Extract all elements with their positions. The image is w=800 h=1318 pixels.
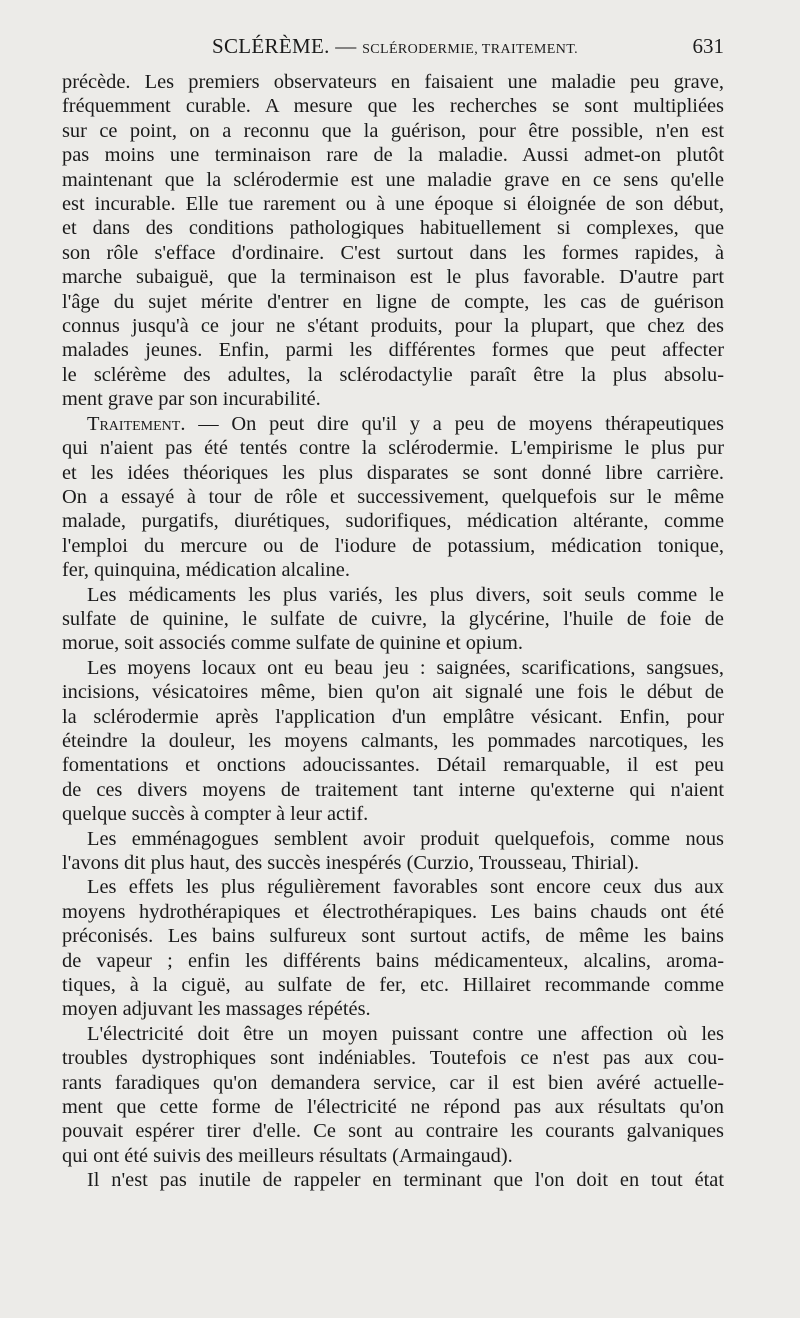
- text-line: la sclérodermie après l'application d'un emplâtre vésicant. Enfin, pour: [62, 705, 724, 728]
- paragraph-p7: [62, 1022, 724, 1168]
- text-line: malade, purgatifs, diurétiques, sudorifiques, médication altérante, comme: [62, 510, 724, 533]
- section-heading-lead: Traitement.: [87, 412, 186, 435]
- text-line: sulfate de quinine, le sulfate de cuivre, la glycérine, l'huile de foie de: [62, 607, 724, 630]
- text-line: troubles dystrophiques sont indéniables. Toutefois ce n'est pas aux cou-: [62, 1047, 724, 1070]
- text-line: Traitement. — On peut dire qu'il y a peu de moyens thérapeutiques: [87, 412, 724, 435]
- text-line: préconisés. Les bains sulfureux sont surtout actifs, de même les bains: [62, 925, 724, 948]
- text-line: L'électricité doit être un moyen puissant contre une affection où les: [87, 1022, 724, 1045]
- text-line: et dans des conditions pathologiques habituellement si complexes, que: [62, 217, 724, 240]
- text-line: l'avons dit plus haut, des succès inespérés (Curzio, Trousseau, Thirial).: [62, 852, 639, 874]
- text-line: tiques, à la ciguë, au sulfate de fer, etc. Hillairet recommande comme: [62, 974, 724, 997]
- text-line: ment que cette forme de l'électricité ne répond pas aux résultats qu'on: [62, 1096, 724, 1119]
- text-line: ment grave par son incurabilité.: [62, 388, 321, 411]
- text-line: fréquemment curable. A mesure que les recherches se sont multipliées: [62, 95, 724, 118]
- paragraph-p3: [62, 583, 724, 656]
- page-number: 631: [692, 34, 724, 58]
- paragraph-p2: [62, 412, 724, 583]
- text-line: sur ce point, on a reconnu que la guérison, pour être possible, n'en est: [62, 119, 724, 142]
- text-line: de vapeur ; enfin les différents bains médicamenteux, alcalins, aroma-: [62, 949, 724, 972]
- text-line: moyens hydrothérapiques et électrothérapiques. Les bains chauds ont été: [62, 900, 724, 923]
- text-line: incisions, vésicatoires même, bien qu'on ait signalé une fois le début de: [62, 681, 724, 704]
- text-line: moyen adjuvant les massages répétés.: [62, 998, 371, 1021]
- text-line: précède. Les premiers observateurs en faisaient une maladie peu grave,: [62, 71, 724, 93]
- text-line: Les médicaments les plus variés, les plus divers, soit seuls comme le: [87, 583, 724, 606]
- text-line: morue, soit associés comme sulfate de quinine et opium.: [62, 632, 523, 655]
- paragraph-p5: [62, 827, 724, 876]
- header-title: SCLÉRÈME.: [212, 34, 330, 58]
- text-line: Les moyens locaux ont eu beau jeu : saignées, scarifications, sangsues,: [87, 656, 724, 679]
- body-text: [62, 70, 724, 1193]
- text-line: qui n'aient pas été tentés contre la sclérodermie. L'empirisme le plus pur: [62, 437, 724, 460]
- text-line: rants faradiques qu'on demandera service, car il est bien avéré actuelle-: [62, 1071, 724, 1094]
- paragraph-p1: [62, 70, 724, 412]
- text-line: connus jusqu'à ce jour ne s'étant produits, pour la plupart, que chez des: [62, 315, 724, 338]
- text-line: l'âge du sujet mérite d'entrer en ligne de compte, les cas de guérison: [62, 290, 724, 313]
- text-line: Les emménagogues semblent avoir produit quelquefois, comme nous: [87, 827, 724, 850]
- text-line: pas moins une terminaison rare de la maladie. Aussi admet-on plutôt: [62, 144, 724, 167]
- text-line: marche subaiguë, que la terminaison est le plus favorable. D'autre part: [62, 266, 724, 289]
- text-line: de ces divers moyens de traitement tant interne qu'externe qui n'aient: [62, 778, 724, 801]
- paragraph-p4: [62, 656, 724, 827]
- text-line: éteindre la douleur, les moyens calmants, les pommades narcotiques, les: [62, 729, 724, 752]
- text-line: l'emploi du mercure ou de l'iodure de potassium, médication tonique,: [62, 534, 724, 557]
- text-line: le sclérème des adultes, la sclérodactylie paraît être la plus absolu-: [62, 363, 724, 386]
- text-line: On a essayé à tour de rôle et successivement, quelquefois sur le même: [62, 485, 724, 508]
- text-line: maintenant que la sclérodermie est une maladie grave en ce sens qu'elle: [62, 168, 724, 191]
- text-line: Les effets les plus régulièrement favorables sont encore ceux dus aux: [87, 876, 724, 899]
- text-line: Il n'est pas inutile de rappeler en terminant que l'on doit en tout état: [87, 1169, 724, 1192]
- text-line: quelque succès à compter à leur actif.: [62, 803, 369, 826]
- text-line: qui ont été suivis des meilleurs résultats (Armaingaud).: [62, 1144, 513, 1167]
- text-line: fomentations et onctions adoucissantes. Détail remarquable, il est peu: [62, 754, 724, 777]
- text-line: son rôle s'efface d'ordinaire. C'est surtout dans les formes rapides, à: [62, 241, 724, 264]
- text-line: pouvait espérer tirer d'elle. Ce sont au contraire les courants galvaniques: [62, 1120, 724, 1143]
- header-subtitle: SCLÉRODERMIE, TRAITEMENT.: [362, 42, 579, 57]
- paragraph-p6: [62, 875, 724, 1021]
- text-line: fer, quinquina, médication alcaline.: [62, 559, 350, 582]
- text-line: est incurable. Elle tue rarement ou à une époque si éloignée de son début,: [62, 193, 724, 216]
- text-line: et les idées théoriques les plus disparates se sont donné libre carrière.: [62, 461, 724, 484]
- running-title: [212, 34, 578, 59]
- header-dash: —: [335, 34, 357, 58]
- running-header: [62, 30, 724, 66]
- text-line: malades jeunes. Enfin, parmi les différentes formes que peut affecter: [62, 339, 724, 362]
- paragraph-p8: [62, 1168, 724, 1192]
